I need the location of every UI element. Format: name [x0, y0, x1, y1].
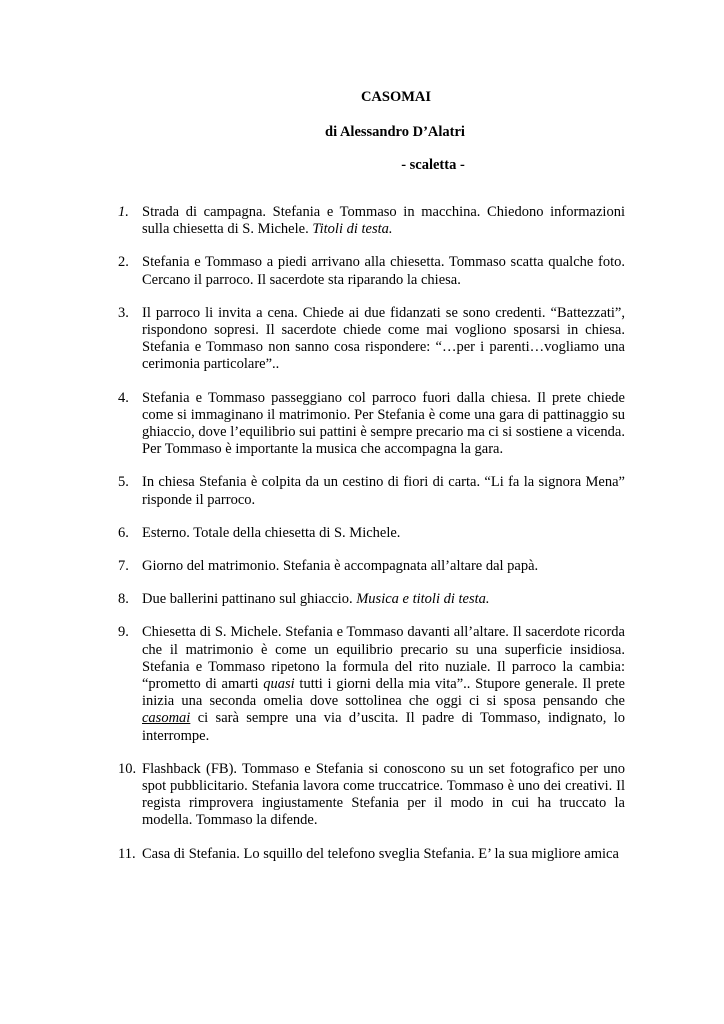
scene-number: 3. — [118, 304, 129, 321]
scene-item — [118, 204, 625, 238]
scene-text: Stefania e Tommaso passeggiano col parroco fuori dalla chiesa. Il prete chiede come si immaginano il matrimonio. Per Stefania è come una gara di pattinaggio su ghiaccio, dove l’equilibrio sui pattini è sempre precario ma ci si sostiene a vicenda. Per Tommaso è importante la musica che accompagna la gara. — [142, 389, 625, 458]
scene-number: 6. — [118, 524, 129, 541]
scene-item — [118, 761, 625, 830]
scene-item — [118, 846, 625, 863]
scene-text-underlined: casomai — [142, 710, 191, 727]
scene-number: 7. — [118, 558, 129, 575]
scene-text: Giorno del matrimonio. Stefania è accompagnata all’altare dal papà. — [142, 558, 539, 575]
scene-text-italic: Titoli di testa. — [312, 221, 393, 238]
scene-item — [118, 254, 625, 288]
scene-text: Flashback (FB). Tommaso e Stefania si conoscono su un set fotografico per uno spot pubblicitario. Stefania lavora come truccatrice. Tommaso è uno dei creativi. Il regista rimprovera ingiustamente Stefania per il modo in cui ha truccato la modella. Tommaso la difende. — [142, 760, 625, 829]
scene-item — [118, 558, 625, 575]
scene-number: 10. — [118, 760, 137, 777]
scene-item — [118, 624, 625, 744]
scene-text: Il parroco li invita a cena. Chiede ai due fidanzati se sono credenti. “Battezzati”, rispondono sopresi. Il sacerdote chiede come mai vogliono sposarsi in chiesa. Stefania e Tommaso non sanno cosa rispondere: “…per i parenti…vogliamo una cerimonia particolare”.. — [142, 304, 625, 373]
scene-text-italic: Musica e titoli di testa. — [356, 591, 490, 608]
scene-number: 8. — [118, 591, 129, 608]
scene-text: Chiesetta di S. Michele. Stefania e Tommaso davanti all’altare. Il sacerdote ricorda che il matrimonio è come un equilibrio precario su una superficie insidiosa. Stefania e Tommaso ripetono la formula del rito nuziale. Il parroco la cambia: “prometto di amarti — [142, 624, 625, 693]
scene-text: Esterno. Totale della chiesetta di S. Michele. — [142, 524, 401, 541]
scene-item — [118, 591, 625, 608]
scene-number: 2. — [118, 254, 129, 271]
scene-text: Casa di Stefania. Lo squillo del telefono sveglia Stefania. E’ la sua migliore amica — [142, 845, 619, 862]
scene-number: 11. — [118, 845, 136, 862]
scene-text: ci sarà sempre una via d’uscita. Il padre di Tommaso, indignato, lo interrompe. — [142, 710, 625, 744]
scene-item — [118, 525, 625, 542]
scene-item — [118, 305, 625, 374]
scene-text-italic: quasi — [263, 676, 295, 693]
document-title: CASOMAI — [360, 89, 432, 105]
document-subtitle: - scaletta - — [401, 157, 465, 173]
scene-text: Strada di campagna. Stefania e Tommaso in macchina. Chiedono informazioni sulla chiesetta di S. Michele. — [142, 204, 625, 238]
document-author: di Alessandro D’Alatri — [325, 124, 465, 140]
scene-list — [118, 204, 625, 879]
scene-number: 1. — [118, 204, 129, 220]
scene-text: tutti i giorni della mia vita”.. Stupore generale. Il prete inizia una seconda omelia dove sottolinea che oggi ci si sposa pensando che — [142, 676, 625, 710]
scene-item — [118, 390, 625, 459]
scene-text: Due ballerini pattinano sul ghiaccio. — [142, 591, 357, 608]
scene-number: 4. — [118, 389, 129, 406]
scene-item — [118, 474, 625, 508]
scene-text: Stefania e Tommaso a piedi arrivano alla chiesetta. Tommaso scatta qualche foto. Cercano il parroco. Il sacerdote sta riparando la chiesa. — [142, 254, 625, 288]
scene-number: 5. — [118, 474, 129, 491]
scene-text: In chiesa Stefania è colpita da un cestino di fiori di carta. “Li fa la signora Mena” risponde il parroco. — [142, 474, 625, 508]
scene-number: 9. — [118, 624, 129, 641]
